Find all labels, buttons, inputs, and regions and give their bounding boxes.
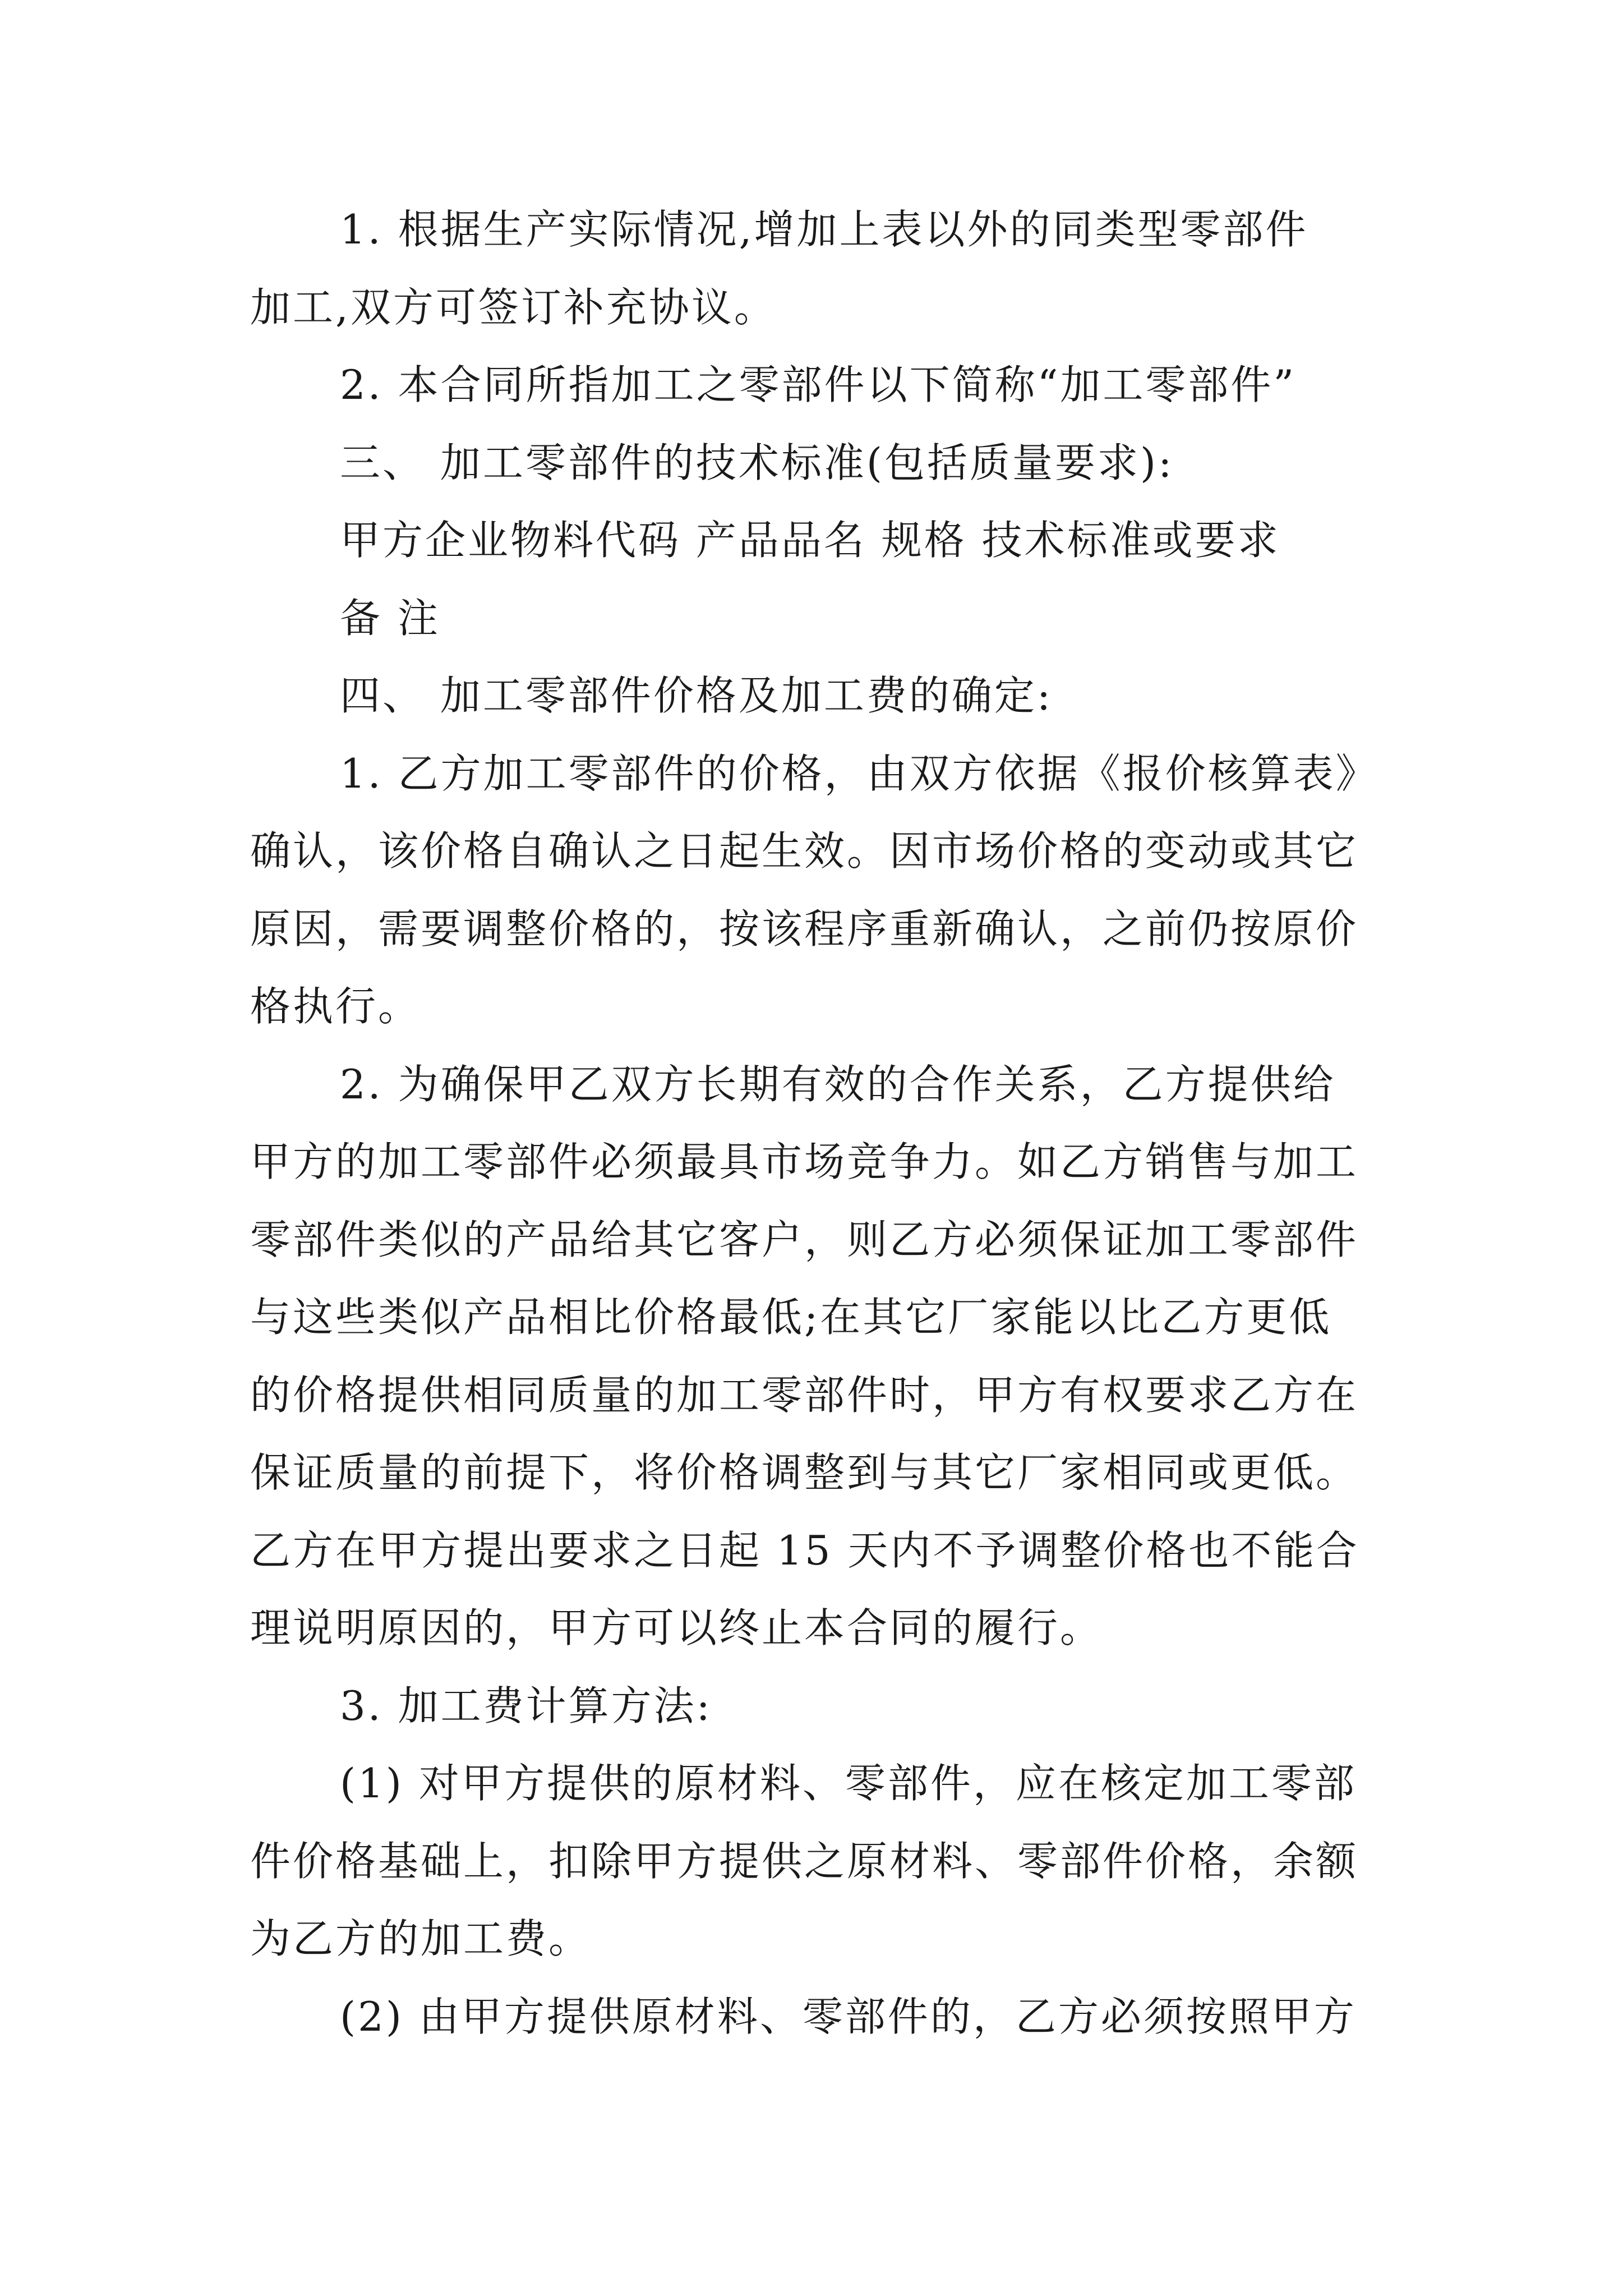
paragraph-line: 为乙方的加工费。 bbox=[250, 1915, 592, 1962]
paragraph-line: 甲方的加工零部件必须最具市场竞争力。如乙方销售与加工 bbox=[250, 1138, 1359, 1185]
paragraph-line: 与这些类似产品相比价格最低;在其它厂家能以比乙方更低 bbox=[250, 1294, 1332, 1341]
paragraph-line: (1) 对甲方提供的原材料、零部件，应在核定加工零部 bbox=[340, 1760, 1357, 1807]
paragraph-line: 3. 加工费计算方法: bbox=[340, 1682, 712, 1729]
paragraph-line: 1. 乙方加工零部件的价格，由双方依据《报价核算表》 bbox=[340, 749, 1378, 797]
paragraph-line: 1. 根据生产实际情况,增加上表以外的同类型零部件 bbox=[340, 206, 1308, 253]
paragraph-line: 加工,双方可签订补充协议。 bbox=[250, 283, 777, 331]
paragraph-line: 原因，需要调整价格的，按该程序重新确认，之前仍按原价 bbox=[250, 905, 1359, 953]
paragraph-line: 保证质量的前提下，将价格调整到与其它厂家相同或更低。 bbox=[250, 1449, 1359, 1496]
paragraph-line: 2. 本合同所指加工之零部件以下简称“加工零部件” bbox=[340, 361, 1297, 408]
section-heading: 三、 加工零部件的技术标准(包括质量要求): bbox=[340, 439, 1174, 486]
paragraph-line: 理说明原因的，甲方可以终止本合同的履行。 bbox=[250, 1604, 1103, 1651]
table-header-line: 甲方企业物料代码 产品品名 规格 技术标准或要求 bbox=[340, 517, 1280, 564]
paragraph-line: 零部件类似的产品给其它客户，则乙方必须保证加工零部件 bbox=[250, 1216, 1359, 1263]
document-body bbox=[250, 191, 1394, 2055]
section-heading: 四、 加工零部件价格及加工费的确定: bbox=[340, 672, 1053, 719]
paragraph-line: 格执行。 bbox=[250, 983, 421, 1030]
paragraph-line: 2. 为确保甲乙双方长期有效的合作关系，乙方提供给 bbox=[340, 1060, 1336, 1108]
paragraph-line: 乙方在甲方提出要求之日起 15 天内不予调整价格也不能合 bbox=[250, 1526, 1359, 1574]
paragraph-line: 的价格提供相同质量的加工零部件时，甲方有权要求乙方在 bbox=[250, 1371, 1359, 1419]
paragraph-line: 件价格基础上，扣除甲方提供之原材料、零部件价格，余额 bbox=[250, 1837, 1359, 1885]
paragraph-line: 确认，该价格自确认之日起生效。因市场价格的变动或其它 bbox=[250, 827, 1359, 875]
paragraph-line: (2) 由甲方提供原材料、零部件的，乙方必须按照甲方 bbox=[340, 1993, 1357, 2040]
table-header-line: 备 注 bbox=[340, 594, 440, 642]
